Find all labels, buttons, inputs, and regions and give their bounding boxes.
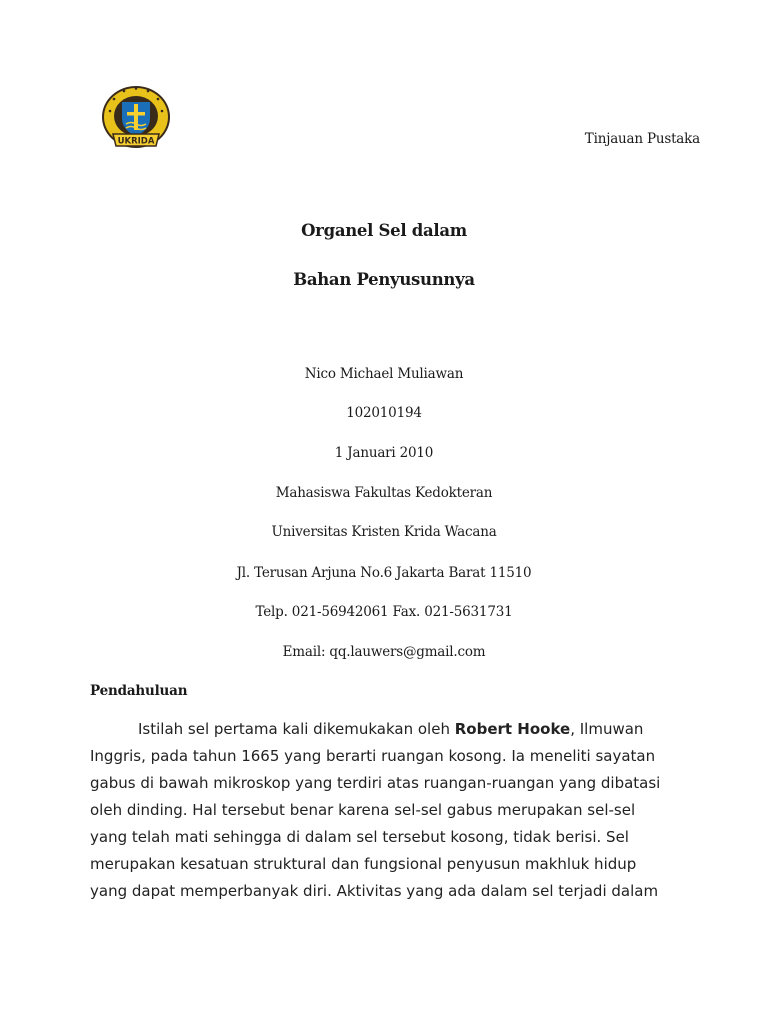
document-title-line-1: Organel Sel dalam	[301, 221, 467, 240]
author-name: Nico Michael Muliawan	[304, 366, 464, 382]
body-line: yang dapat memperbanyak diri. Aktivitas yang ada dalam sel terjadi dalam	[90, 882, 659, 900]
logo-banner-text: UKRIDA	[117, 136, 155, 147]
document-date: 1 Januari 2010	[334, 445, 434, 461]
author-role: Mahasiswa Fakultas Kedokteran	[275, 485, 493, 501]
body-line	[90, 716, 670, 743]
body-text: , Ilmuwan	[570, 720, 644, 738]
logo-graphic	[100, 84, 172, 154]
ukrida-logo-icon	[100, 84, 172, 154]
body-line: merupakan kesatuan struktural dan fungsional penyusun makhluk hidup	[90, 855, 637, 873]
contact-email: Email: qq.lauwers@gmail.com	[282, 644, 486, 660]
body-line: yang telah mati sehingga di dalam sel tersebut kosong, tidak berisi. Sel	[90, 828, 629, 846]
body-line: Inggris, pada tahun 1665 yang berarti ruangan kosong. Ia meneliti sayatan	[90, 747, 656, 765]
body-text: Istilah sel pertama kali dikemukakan oleh	[138, 720, 455, 738]
student-id: 102010194	[346, 405, 422, 421]
body-line: gabus di bawah mikroskop yang terdiri atas ruangan-ruangan yang dibatasi	[90, 774, 661, 792]
contact-phone-fax: Telp. 021-56942061 Fax. 021-5631731	[255, 604, 513, 620]
university-address: Jl. Terusan Arjuna No.6 Jakarta Barat 11510	[236, 565, 532, 581]
document-title-line-2: Bahan Penyusunnya	[293, 270, 475, 289]
body-line: oleh dinding. Hal tersebut benar karena sel-sel gabus merupakan sel-sel	[90, 801, 636, 819]
document-type-label: Tinjauan Pustaka	[584, 131, 700, 147]
body-bold-name: Robert Hooke	[454, 720, 571, 738]
section-body	[90, 716, 670, 905]
university-name: Universitas Kristen Krida Wacana	[271, 524, 497, 540]
section-heading: Pendahuluan	[90, 683, 188, 699]
